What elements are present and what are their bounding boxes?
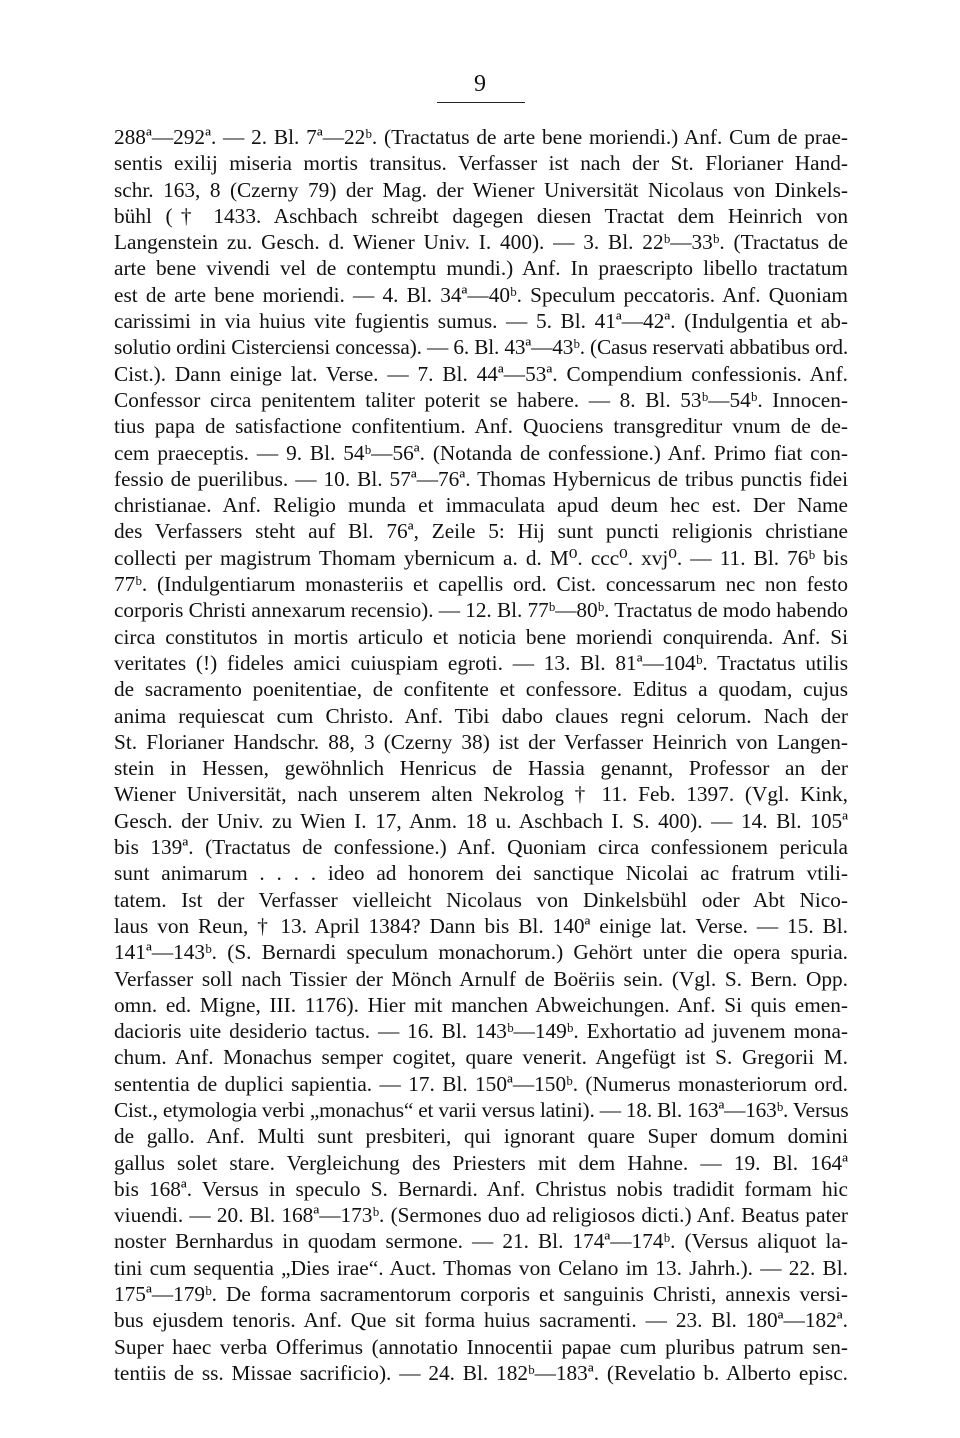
- text-line: Wiener Universität, nach unserem alten Nekrolog † 11. Feb. 1397. (Vgl. Kink,: [114, 782, 848, 807]
- text-line: chum. Anf. Monachus semper cogitet, quare venerit. Angefügt ist S. Gregorii M.: [114, 1045, 848, 1070]
- text-line: sunt animarum . . . . ideo ad honorem dei sanctique Nicolai ac fratrum vtili-: [114, 861, 848, 886]
- text-line: gallus solet stare. Vergleichung des Priesters mit dem Hahne. — 19. Bl. 164ª: [114, 1150, 848, 1175]
- text-line: 141ª—143ᵇ. (S. Bernardi speculum monachorum.) Gehört unter die opera spuria.: [114, 940, 848, 965]
- text-line: christianae. Anf. Religio munda et immaculata apud deum hec est. Der Name: [114, 493, 848, 518]
- text-line: carissimi in via huius vite fugientis sumus. — 5. Bl. 41ª—42ª. (Indulgentia et ab-: [114, 309, 848, 334]
- text-line: stein in Hessen, gewöhnlich Henricus de Hassia genannt, Professor an der: [114, 756, 848, 781]
- text-line: Langenstein zu. Gesch. d. Wiener Univ. I. 400). — 3. Bl. 22ᵇ—33ᵇ. (Tractatus de: [114, 230, 848, 255]
- text-line: Super haec verba Offerimus (annotatio Innocentii papae cum pluribus patrum sen-: [114, 1334, 848, 1359]
- text-line: arte bene vivendi vel de contemptu mundi.) Anf. In praescripto libello tractatum: [114, 256, 848, 281]
- text-line: 77ᵇ. (Indulgentiarum monasteriis et capellis ord. Cist. concessarum nec non festo: [114, 572, 848, 597]
- page-number: 9: [474, 71, 486, 97]
- text-line: schr. 163, 8 (Czerny 79) der Mag. der Wiener Universität Nicolaus von Dinkels-: [114, 177, 848, 202]
- text-line: des Verfassers steht auf Bl. 76ª, Zeile 5: Hij sunt puncti religionis christiane: [114, 519, 848, 544]
- text-line: 175ª—179ᵇ. De forma sacramentorum corporis et sanguinis Christi, annexis versi-: [114, 1282, 848, 1307]
- text-line: tius papa de satisfactione confitentium. Anf. Quociens transgreditur vnum de de-: [114, 414, 848, 439]
- text-line: Cist.). Dann einige lat. Verse. — 7. Bl. 44ª—53ª. Compendium confessionis. Anf.: [114, 361, 848, 386]
- text-line: circa constitutos in mortis articulo et noticia bene moriendi conquirenda. Anf. Si: [114, 624, 848, 649]
- text-line: sentis exilij miseria mortis transitus. Verfasser ist nach der St. Florianer Hand-: [114, 151, 848, 176]
- text-line: tentiis de ss. Missae sacrificio). — 24. Bl. 182ᵇ—183ª. (Revelatio b. Alberto episc.: [114, 1360, 848, 1385]
- text-line: anima requiescat cum Christo. Anf. Tibi dabo claues regni celorum. Nach der: [114, 703, 848, 728]
- text-line: de sacramento poenitentiae, de confitente et confessore. Editus a quodam, cujus: [114, 677, 848, 702]
- text-line: bühl († 1433. Aschbach schreibt dagegen diesen Tractat dem Heinrich von: [114, 203, 848, 228]
- text-line: est de arte bene moriendi. — 4. Bl. 34ª—40ᵇ. Speculum peccatoris. Anf. Quoniam: [114, 282, 848, 307]
- body-text: [114, 124, 848, 1386]
- text-line: bis 168ª. Versus in speculo S. Bernardi. Anf. Christus nobis tradidit formam hic: [114, 1176, 848, 1201]
- text-line: Confessor circa penitentem taliter poterit se habere. — 8. Bl. 53ᵇ—54ᵇ. Innocen-: [114, 387, 848, 412]
- text-line: Verfasser soll nach Tissier der Mönch Arnulf de Boëriis sein. (Vgl. S. Bern. Opp.: [114, 966, 848, 991]
- text-line: laus von Reun, † 13. April 1384? Dann bis Bl. 140ª einige lat. Verse. — 15. Bl.: [114, 913, 848, 938]
- text-line: bis 139ª. (Tractatus de confessione.) Anf. Quoniam circa confessionem pericula: [114, 835, 848, 860]
- text-line: 288ª—292ª. — 2. Bl. 7ª—22ᵇ. (Tractatus de arte bene moriendi.) Anf. Cum de prae-: [114, 125, 848, 149]
- text-line: Gesch. der Univ. zu Wien I. 17, Anm. 18 u. Aschbach I. S. 400). — 14. Bl. 105ª: [114, 808, 848, 833]
- text-line: veritates (!) fideles amici cuiuspiam egroti. — 13. Bl. 81ª—104ᵇ. Tractatus utilis: [114, 650, 848, 675]
- text-line: noster Bernhardus in quodam sermone. — 21. Bl. 174ª—174ᵇ. (Versus aliquot la-: [114, 1229, 848, 1254]
- text-line: cem praeceptis. — 9. Bl. 54ᵇ—56ª. (Notanda de confessione.) Anf. Primo fiat con-: [114, 440, 848, 465]
- text-line: solutio ordini Cisterciensi concessa). — 6. Bl. 43ª—43ᵇ. (Casus reservati abbatibus ord.: [114, 335, 849, 360]
- text-line: fessio de puerilibus. — 10. Bl. 57ª—76ª. Thomas Hybernicus de tribus punctis fidei: [114, 466, 848, 491]
- text-line: tatem. Ist der Verfasser vielleicht Nicolaus von Dinkelsbühl oder Abt Nico-: [114, 887, 848, 912]
- text-line: tini cum sequentia „Dies irae“. Auct. Thomas von Celano im 13. Jahrh.). — 22. Bl.: [114, 1255, 848, 1280]
- text-line: dacioris uite desiderio tactus. — 16. Bl. 143ᵇ—149ᵇ. Exhortatio ad juvenem mona-: [114, 1019, 848, 1044]
- text-line: de gallo. Anf. Multi sunt presbiteri, qui ignorant quare Super domum domini: [114, 1124, 848, 1149]
- text-line: corporis Christi annexarum recensio). — 12. Bl. 77ᵇ—80ᵇ. Tractatus de modo habendo: [114, 598, 848, 623]
- text-line: bus ejusdem tenoris. Anf. Que sit forma huius sacramenti. — 23. Bl. 180ª—182ª.: [114, 1308, 848, 1333]
- text-line: Cist., etymologia verbi „monachus“ et varii versus latini). — 18. Bl. 163ª—163ᵇ. Versus: [114, 1097, 849, 1122]
- text-line: sententia de duplici sapientia. — 17. Bl. 150ª—150ᵇ. (Numerus monasteriorum ord.: [114, 1071, 848, 1096]
- text-line: viuendi. — 20. Bl. 168ª—173ᵇ. (Sermones duo ad religiosos dicti.) Anf. Beatus pater: [114, 1203, 848, 1228]
- text-line: omn. ed. Migne, III. 1176). Hier mit manchen Abweichungen. Anf. Si quis emen-: [114, 992, 848, 1017]
- page-number-rule: [437, 102, 525, 103]
- text-line: collecti per magistrum Thomam ybernicum a. d. M⁰. ccc⁰. xvj⁰. — 11. Bl. 76ᵇ bis: [114, 545, 848, 570]
- text-line: St. Florianer Handschr. 88, 3 (Czerny 38) ist der Verfasser Heinrich von Langen-: [114, 729, 848, 754]
